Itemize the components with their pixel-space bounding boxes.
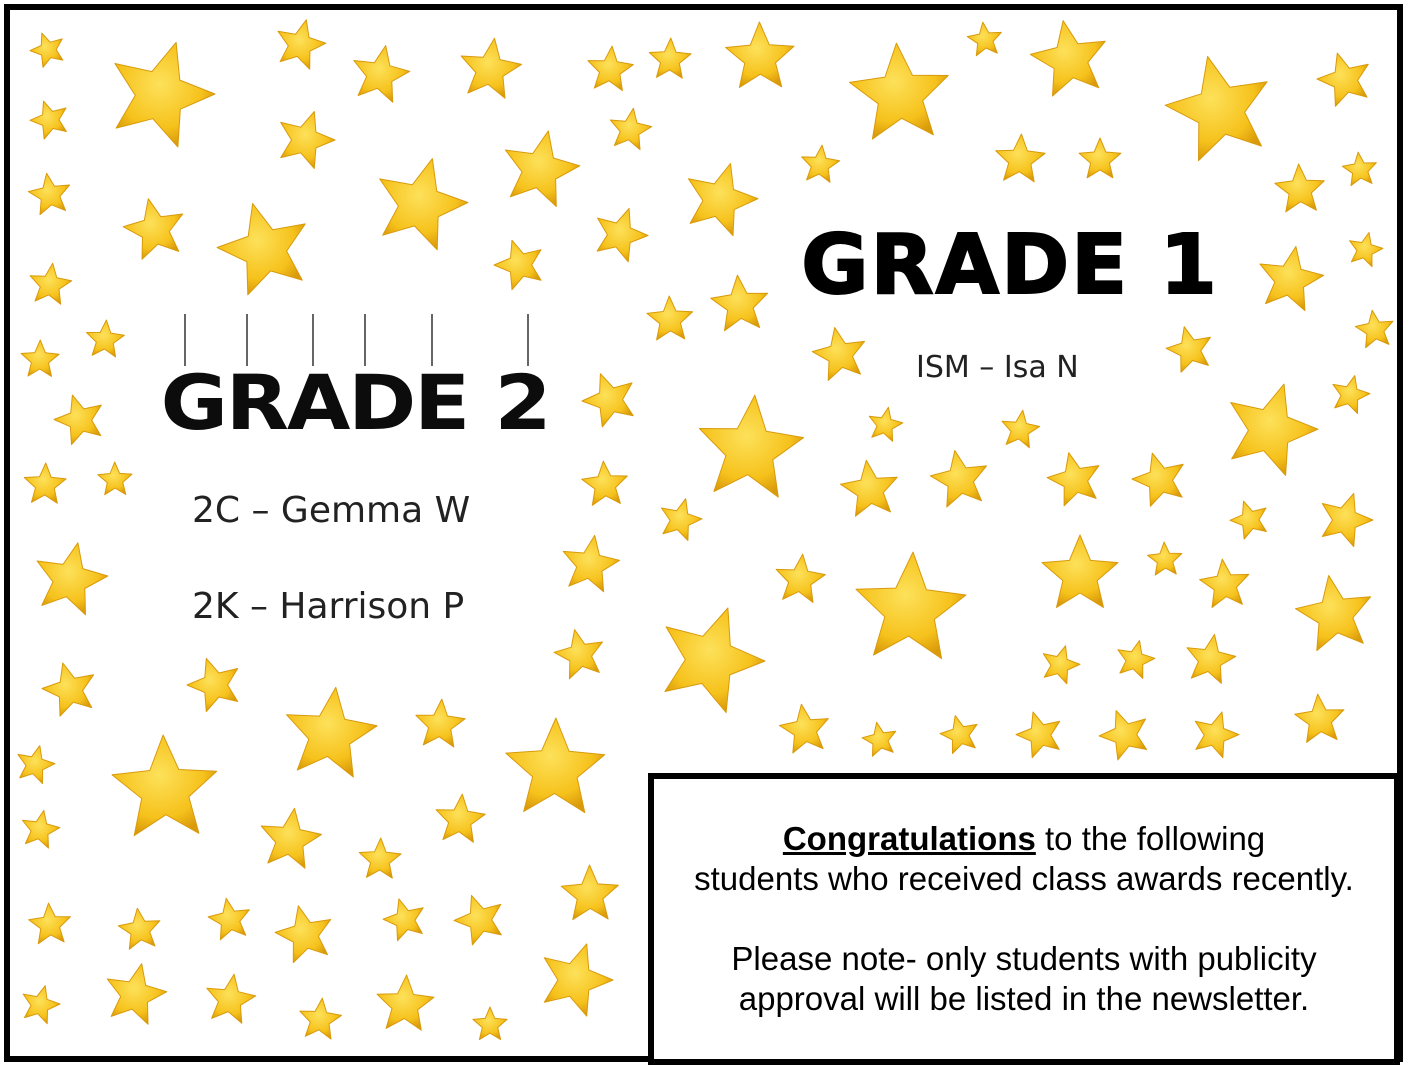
star-icon bbox=[582, 374, 633, 427]
star-icon bbox=[1195, 712, 1239, 758]
notice-line-1 bbox=[670, 819, 1378, 859]
star-icon bbox=[1317, 53, 1368, 106]
star-icon bbox=[1165, 56, 1267, 160]
star-icon bbox=[278, 20, 326, 69]
star-icon bbox=[554, 630, 602, 679]
notice-line-4: approval will be listed in the newsletter. bbox=[738, 980, 1310, 1017]
star-icon bbox=[217, 204, 305, 295]
star-icon bbox=[967, 22, 1001, 56]
star-icon bbox=[377, 975, 434, 1030]
star-icon bbox=[461, 38, 521, 98]
star-icon bbox=[610, 108, 651, 149]
star-icon bbox=[287, 687, 378, 777]
star-icon bbox=[582, 461, 628, 505]
star-icon bbox=[1148, 542, 1182, 575]
star-icon bbox=[98, 462, 132, 495]
star-icon bbox=[208, 898, 249, 940]
star-icon bbox=[588, 46, 634, 91]
star-icon bbox=[1187, 634, 1236, 683]
star-icon bbox=[18, 746, 55, 784]
notice-line-1-rest: to the following bbox=[1035, 820, 1266, 857]
star-icon bbox=[841, 460, 898, 516]
star-icon bbox=[649, 38, 691, 78]
star-icon bbox=[561, 865, 618, 920]
star-icon bbox=[29, 903, 71, 944]
star-icon bbox=[812, 328, 864, 381]
star-icon bbox=[107, 964, 167, 1024]
star-icon bbox=[281, 112, 335, 169]
star-icon bbox=[454, 895, 501, 945]
star-icon bbox=[1079, 138, 1121, 178]
star-icon bbox=[42, 663, 94, 716]
star-icon bbox=[996, 134, 1045, 182]
star-icon bbox=[1296, 576, 1371, 651]
star-icon bbox=[24, 463, 66, 503]
star-icon bbox=[112, 735, 217, 836]
star-icon bbox=[776, 554, 825, 602]
star-icon bbox=[505, 131, 579, 207]
star-icon bbox=[380, 159, 468, 250]
star-icon bbox=[1231, 384, 1318, 475]
grade-2-entry-2: 2K – Harrison P bbox=[192, 586, 465, 627]
star-icon bbox=[28, 173, 69, 214]
star-icon bbox=[726, 22, 794, 88]
star-icon bbox=[850, 43, 949, 139]
grade-2-entry-1: 2C – Gemma W bbox=[192, 490, 471, 531]
star-icon bbox=[30, 263, 72, 304]
star-icon bbox=[1200, 559, 1249, 607]
star-icon bbox=[779, 704, 828, 753]
star-icon bbox=[87, 320, 125, 357]
star-icon bbox=[1230, 501, 1266, 539]
star-icon bbox=[187, 658, 238, 711]
star-icon bbox=[1322, 493, 1373, 546]
congratulations-word: Congratulations bbox=[782, 820, 1036, 857]
star-icon bbox=[118, 908, 159, 949]
star-icon bbox=[689, 164, 759, 236]
star-icon bbox=[1275, 164, 1324, 212]
star-icon bbox=[1350, 233, 1383, 267]
star-icon bbox=[1047, 453, 1099, 506]
star-icon bbox=[300, 998, 342, 1039]
star-icon bbox=[1166, 327, 1210, 373]
star-icon bbox=[207, 974, 256, 1023]
star-icon bbox=[1016, 712, 1060, 758]
star-icon bbox=[30, 101, 66, 139]
star-icon bbox=[115, 42, 215, 147]
star-icon bbox=[1355, 310, 1393, 348]
star-icon bbox=[473, 1007, 507, 1040]
star-icon bbox=[1043, 646, 1080, 684]
notice-line-3: Please note- only students with publicity bbox=[731, 940, 1317, 977]
star-icon bbox=[1042, 535, 1118, 607]
star-icon bbox=[1342, 152, 1376, 186]
star-icon bbox=[647, 296, 693, 340]
star-icon bbox=[1030, 21, 1105, 96]
star-icon bbox=[1132, 453, 1183, 506]
star-icon bbox=[662, 499, 703, 541]
star-icon bbox=[862, 722, 896, 756]
star-icon bbox=[494, 240, 541, 289]
star-icon bbox=[1002, 410, 1040, 448]
star-icon bbox=[940, 716, 977, 754]
star-icon bbox=[21, 340, 59, 376]
star-icon bbox=[359, 838, 401, 878]
star-icon bbox=[30, 33, 63, 67]
star-icon bbox=[665, 608, 765, 713]
star-icon bbox=[436, 794, 485, 842]
star-icon bbox=[711, 275, 768, 331]
star-icon bbox=[383, 899, 423, 941]
star-icon bbox=[930, 451, 986, 508]
star-icon bbox=[275, 906, 331, 963]
star-icon bbox=[54, 395, 101, 445]
star-icon bbox=[261, 808, 321, 868]
star-icon bbox=[23, 810, 60, 848]
star-icon bbox=[563, 535, 619, 591]
star-icon bbox=[597, 209, 648, 262]
star-icon bbox=[123, 199, 183, 260]
star-icon bbox=[354, 46, 410, 103]
grade-1-entry-1: ISM – Isa N bbox=[916, 350, 1079, 385]
star-icon bbox=[1295, 694, 1344, 742]
star-icon bbox=[1333, 376, 1370, 414]
grade-2-title: GRADE 2 bbox=[160, 358, 550, 447]
star-icon bbox=[1260, 247, 1324, 311]
star-icon bbox=[856, 552, 966, 659]
grade-1-title: GRADE 1 bbox=[795, 216, 1225, 316]
star-icon bbox=[37, 543, 108, 615]
notice-line-2: students who received class awards recently. bbox=[694, 860, 1354, 897]
star-icon bbox=[23, 986, 60, 1024]
star-icon bbox=[416, 699, 465, 747]
star-icon bbox=[869, 407, 903, 441]
star-icon bbox=[1099, 711, 1147, 760]
congratulations-notice bbox=[648, 773, 1400, 1065]
star-icon bbox=[802, 145, 840, 182]
star-icon bbox=[699, 395, 803, 497]
star-icon bbox=[544, 944, 613, 1016]
star-icon bbox=[506, 718, 605, 813]
star-icon bbox=[1118, 641, 1155, 679]
